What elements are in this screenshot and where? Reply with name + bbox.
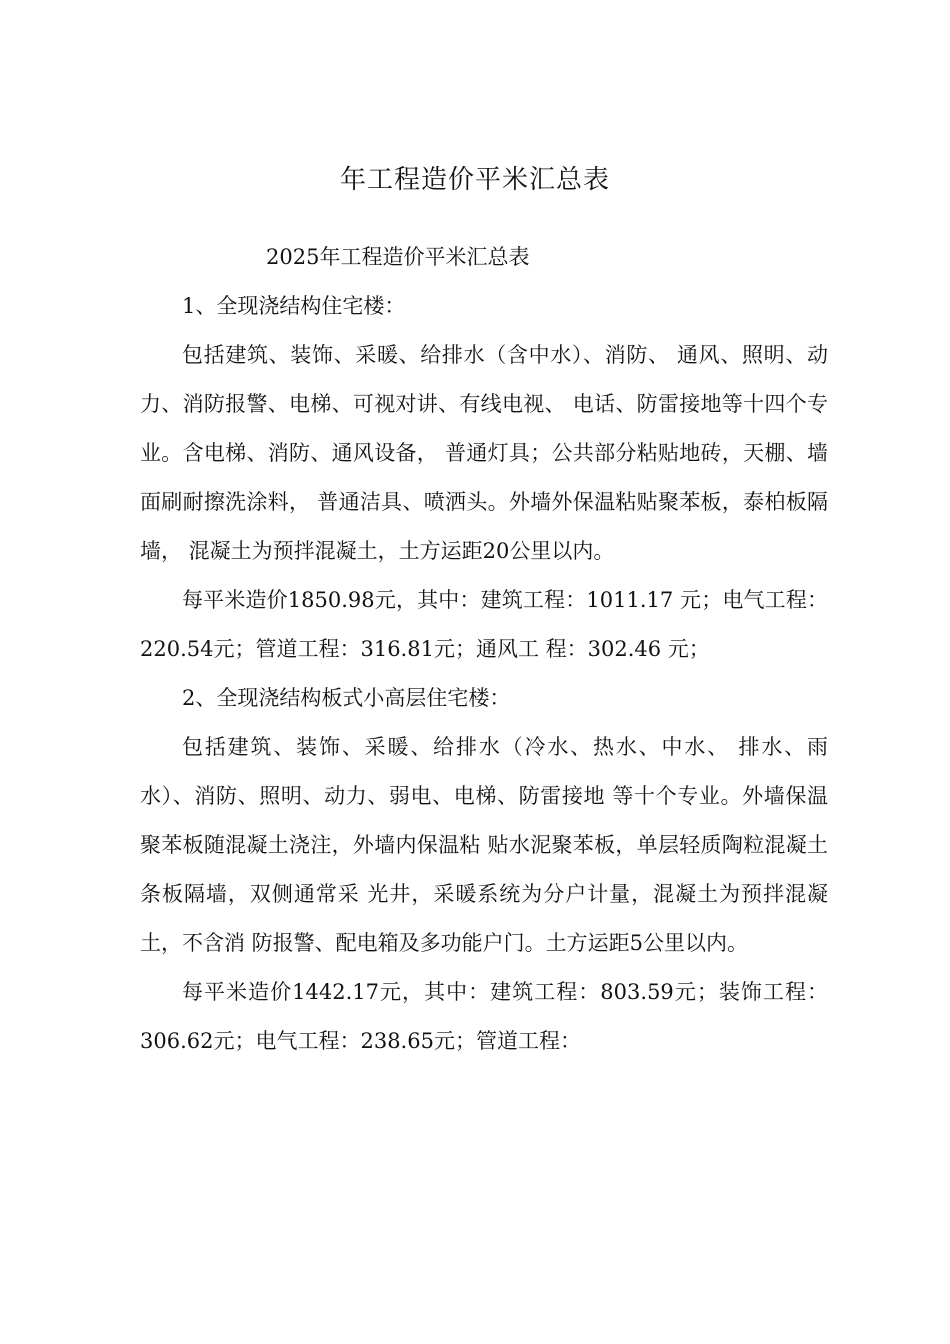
document-body bbox=[140, 233, 828, 1066]
section1-cost: 每平米造价1850.98元，其中：建筑工程：1011.17 元；电气工程：220.54元；管道工程：316.81元；通风工 程：302.46 元； bbox=[140, 588, 828, 661]
document-subtitle: 2025年工程造价平米汇总表 bbox=[266, 245, 530, 269]
section2-cost: 每平米造价1442.17元，其中：建筑工程：803.59元；装饰工程：306.62元；电气工程：238.65元；管道工程： bbox=[140, 980, 828, 1053]
section1-heading: 1、全现浇结构住宅楼： bbox=[182, 294, 406, 318]
section1-description: 包括建筑、装饰、采暖、给排水（含中水）、消防、 通风、照明、动力、消防报警、电梯、可视对讲、有线电视、 电话、防雷接地等十四个专业。含电梯、消防、通风设备， 普通灯具；公共部分粘贴地砖，天棚、墙面刷耐擦洗涂料， 普通洁具、喷洒头。外墙外保温粘贴聚苯板，泰柏板隔墙， 混凝土为预拌混凝土，土方运距20公里以内。 bbox=[140, 343, 828, 563]
document-title: 年工程造价平米汇总表 bbox=[339, 165, 610, 195]
section2-description: 包括建筑、装饰、采暖、给排水（冷水、热水、中水、 排水、雨水）、消防、照明、动力、弱电、电梯、防雷接地 等十个专业。外墙保温聚苯板随混凝土浇注，外墙内保温粘 贴水泥聚苯板，单层轻质陶粒混凝土条板隔墙，双侧通常采 光井，采暖系统为分户计量，混凝土为预拌混凝土，不含消 防报警、配电箱及多功能户门。土方运距5公里以内。 bbox=[140, 735, 828, 955]
section2-heading: 2、全现浇结构板式小高层住宅楼： bbox=[182, 686, 511, 710]
